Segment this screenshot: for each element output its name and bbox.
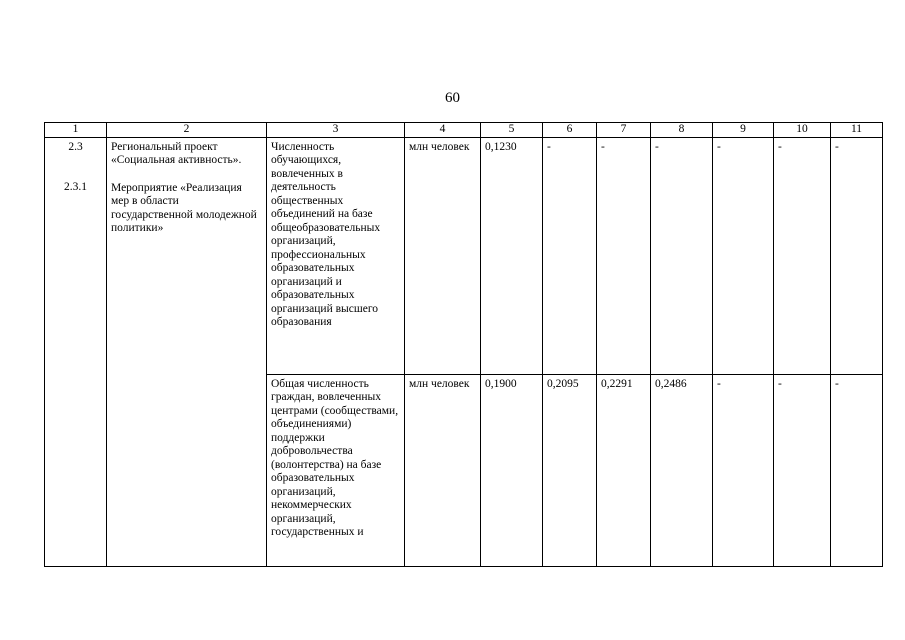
- project-name: Региональный проект «Социальная активность».: [111, 140, 242, 166]
- header-cell: 6: [543, 123, 597, 138]
- value-cell: 0,2486: [651, 374, 713, 566]
- header-cell: 9: [713, 123, 774, 138]
- event-code: 2.3.1: [64, 181, 87, 193]
- value-cell: -: [651, 137, 713, 374]
- value-cell: 0,1230: [481, 137, 543, 374]
- value-cell: 0,1900: [481, 374, 543, 566]
- header-cell: 3: [267, 123, 405, 138]
- value-cell: -: [597, 137, 651, 374]
- project-code: 2.3: [68, 140, 83, 153]
- value-cell: -: [713, 137, 774, 374]
- value-cell: -: [774, 374, 831, 566]
- indicator-table: [44, 122, 883, 567]
- unit-cell: млн человек: [405, 374, 481, 566]
- header-cell: 5: [481, 123, 543, 138]
- value-cell: 0,2095: [543, 374, 597, 566]
- value-cell: 0,2291: [597, 374, 651, 566]
- value-cell: -: [831, 137, 883, 374]
- indicator-cell: Общая численность граждан, вовлеченных центрами (сообществами, объединениями) поддержки добровольчества (волонтерства) на базе образовательных организаций, некоммерческих организаций, государственных и: [267, 374, 405, 566]
- value-cell: -: [774, 137, 831, 374]
- header-cell: 10: [774, 123, 831, 138]
- header-cell: 8: [651, 123, 713, 138]
- header-row: [45, 123, 883, 138]
- value-cell: -: [543, 137, 597, 374]
- header-cell: 4: [405, 123, 481, 138]
- event-name: Мероприятие «Реализация мер в области государственной молодежной политики»: [111, 181, 257, 234]
- indicator-cell: Численность обучающихся, вовлеченных в деятельность общественных объединений на базе общеобразовательных организаций, профессиональных образовательных организаций и образовательных организаций высшего образования: [267, 137, 405, 374]
- header-cell: 2: [107, 123, 267, 138]
- header-cell: 7: [597, 123, 651, 138]
- table-row: [45, 137, 883, 374]
- header-cell: 1: [45, 123, 107, 138]
- unit-cell: млн человек: [405, 137, 481, 374]
- code-cell: [45, 137, 107, 566]
- value-cell: -: [713, 374, 774, 566]
- description-cell: [107, 137, 267, 566]
- value-cell: -: [831, 374, 883, 566]
- header-cell: 11: [831, 123, 883, 138]
- page-number: 60: [445, 90, 460, 106]
